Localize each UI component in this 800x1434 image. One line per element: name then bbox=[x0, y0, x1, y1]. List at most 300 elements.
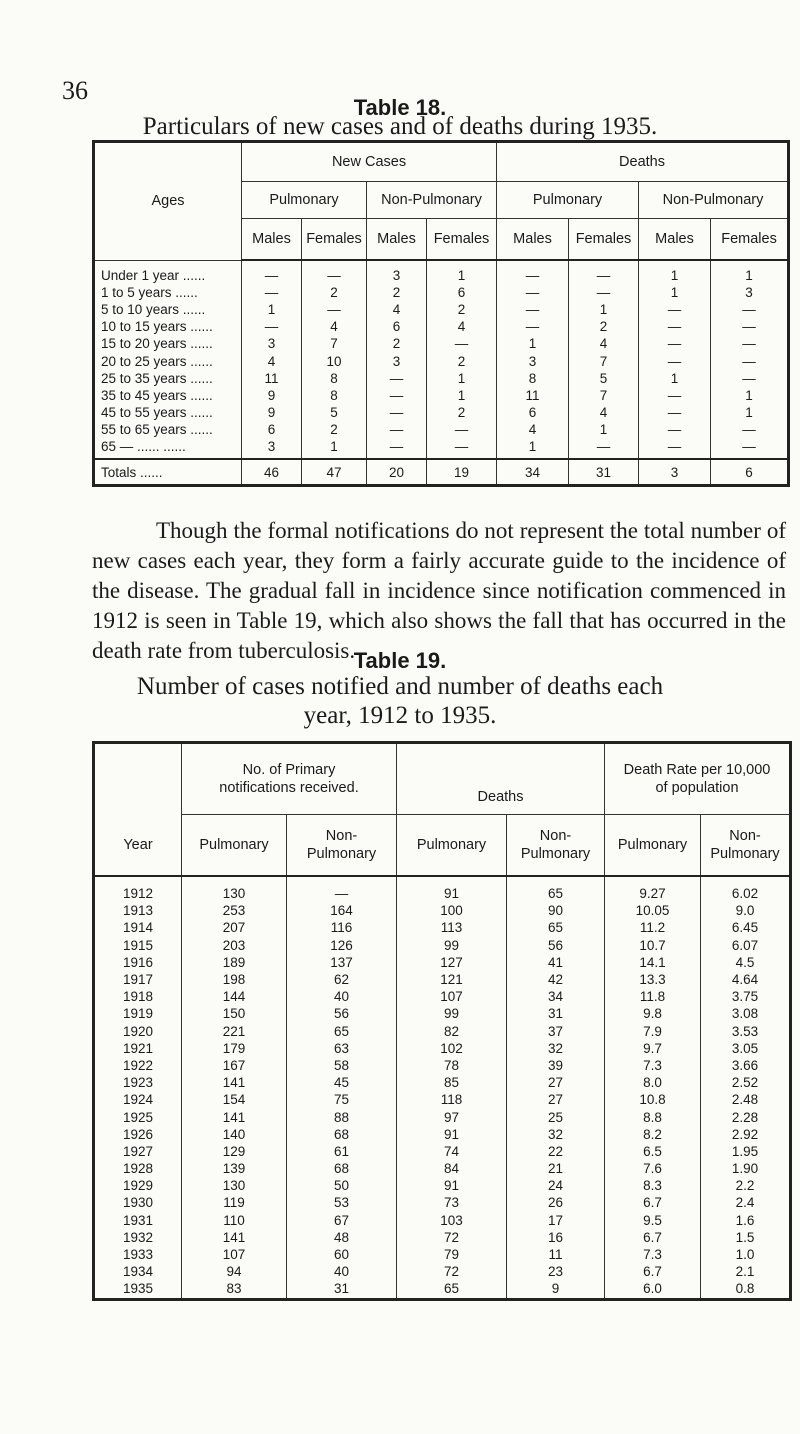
value-cell: 6.7 bbox=[605, 1194, 701, 1211]
value-cell: — bbox=[639, 352, 711, 369]
table-row bbox=[94, 1263, 791, 1280]
value-cell: 6 bbox=[242, 421, 302, 438]
value-cell: 8 bbox=[497, 370, 569, 387]
value-cell: — bbox=[639, 387, 711, 404]
value-cell: — bbox=[639, 301, 711, 318]
value-cell: 2 bbox=[569, 318, 639, 335]
value-cell: 150 bbox=[182, 1005, 287, 1022]
value-cell: — bbox=[427, 335, 497, 352]
value-cell: 6 bbox=[497, 404, 569, 421]
year-cell: 1916 bbox=[94, 954, 182, 971]
value-cell: 90 bbox=[507, 902, 605, 919]
header-non: Non- bbox=[325, 828, 358, 844]
page-number: 36 bbox=[62, 76, 88, 105]
value-cell: 113 bbox=[397, 919, 507, 936]
value-cell: 3 bbox=[711, 284, 789, 301]
value-cell: 79 bbox=[397, 1246, 507, 1263]
header-males: Males bbox=[639, 219, 711, 261]
value-cell: 94 bbox=[182, 1263, 287, 1280]
header-death-rate bbox=[605, 743, 791, 815]
body-paragraph: Though the formal notifications do not represent the total number of new cases each year, they form a fairly accurate guide to the incidence of the disease. The gradual fall in incidence since notification commenced in 1912 is seen in Table 19, which also shows the fall that has occurred in the death rate from tuberculosis. bbox=[92, 518, 786, 663]
total-cell: 47 bbox=[302, 459, 367, 486]
header-non-pulmonary bbox=[507, 815, 605, 877]
value-cell: 11 bbox=[242, 370, 302, 387]
year-cell: 1933 bbox=[94, 1246, 182, 1263]
value-cell: 2.52 bbox=[701, 1074, 791, 1091]
value-cell: 1 bbox=[242, 301, 302, 318]
total-cell: 3 bbox=[639, 459, 711, 486]
value-cell: — bbox=[287, 876, 397, 902]
value-cell: 8 bbox=[302, 387, 367, 404]
value-cell: 164 bbox=[287, 902, 397, 919]
value-cell: 1 bbox=[711, 404, 789, 421]
value-cell: 107 bbox=[397, 988, 507, 1005]
value-cell: 56 bbox=[287, 1005, 397, 1022]
table-row bbox=[94, 1108, 791, 1125]
header-ages: Ages bbox=[94, 142, 242, 261]
age-group-cell: 5 to 10 years ...... bbox=[94, 301, 242, 318]
value-cell: 7.6 bbox=[605, 1160, 701, 1177]
year-cell: 1930 bbox=[94, 1194, 182, 1211]
age-group-cell: 20 to 25 years ...... bbox=[94, 352, 242, 369]
year-cell: 1929 bbox=[94, 1177, 182, 1194]
year-cell: 1927 bbox=[94, 1143, 182, 1160]
value-cell: 68 bbox=[287, 1160, 397, 1177]
table-row bbox=[94, 937, 791, 954]
value-cell: 10.05 bbox=[605, 902, 701, 919]
value-cell: 10.8 bbox=[605, 1091, 701, 1108]
value-cell: 5 bbox=[302, 404, 367, 421]
value-cell: 99 bbox=[397, 1005, 507, 1022]
value-cell: — bbox=[497, 284, 569, 301]
value-cell: 144 bbox=[182, 988, 287, 1005]
totals-row bbox=[94, 459, 789, 486]
value-cell: — bbox=[242, 284, 302, 301]
value-cell: 68 bbox=[287, 1126, 397, 1143]
value-cell: 82 bbox=[397, 1023, 507, 1040]
value-cell: 13.3 bbox=[605, 971, 701, 988]
value-cell: 141 bbox=[182, 1108, 287, 1125]
value-cell: 78 bbox=[397, 1057, 507, 1074]
header-non: Non- bbox=[729, 828, 761, 844]
value-cell: 3.08 bbox=[701, 1005, 791, 1022]
value-cell: 118 bbox=[397, 1091, 507, 1108]
value-cell: 56 bbox=[507, 937, 605, 954]
table-row bbox=[94, 438, 789, 459]
value-cell: 72 bbox=[397, 1229, 507, 1246]
header-females: Females bbox=[711, 219, 789, 261]
value-cell: 9.27 bbox=[605, 876, 701, 902]
value-cell: 6.45 bbox=[701, 919, 791, 936]
total-cell: 19 bbox=[427, 459, 497, 486]
value-cell: — bbox=[711, 421, 789, 438]
table-row bbox=[94, 1229, 791, 1246]
table-row bbox=[94, 1091, 791, 1108]
value-cell: — bbox=[711, 370, 789, 387]
value-cell: 103 bbox=[397, 1212, 507, 1229]
value-cell: 17 bbox=[507, 1212, 605, 1229]
table-row bbox=[94, 1177, 791, 1194]
value-cell: — bbox=[242, 318, 302, 335]
value-cell: 7.9 bbox=[605, 1023, 701, 1040]
table-19 bbox=[92, 741, 792, 1301]
table-18-caption: Particulars of new cases and of deaths during 1935. bbox=[142, 113, 658, 140]
value-cell: 189 bbox=[182, 954, 287, 971]
value-cell: 72 bbox=[397, 1263, 507, 1280]
value-cell: 11 bbox=[507, 1246, 605, 1263]
year-cell: 1925 bbox=[94, 1108, 182, 1125]
year-cell: 1922 bbox=[94, 1057, 182, 1074]
value-cell: 141 bbox=[182, 1074, 287, 1091]
value-cell: 8.3 bbox=[605, 1177, 701, 1194]
value-cell: 116 bbox=[287, 919, 397, 936]
value-cell: 1 bbox=[711, 260, 789, 284]
value-cell: 84 bbox=[397, 1160, 507, 1177]
table-row bbox=[94, 1194, 791, 1211]
age-group-cell: 15 to 20 years ...... bbox=[94, 335, 242, 352]
value-cell: 4 bbox=[569, 335, 639, 352]
table-row bbox=[94, 370, 789, 387]
value-cell: 97 bbox=[397, 1108, 507, 1125]
value-cell: 2 bbox=[427, 352, 497, 369]
value-cell: 41 bbox=[507, 954, 605, 971]
value-cell: 130 bbox=[182, 876, 287, 902]
value-cell: 126 bbox=[287, 937, 397, 954]
value-cell: 27 bbox=[507, 1091, 605, 1108]
value-cell: 1 bbox=[302, 438, 367, 459]
value-cell: 14.1 bbox=[605, 954, 701, 971]
header-year: Year bbox=[94, 815, 182, 877]
value-cell: 4 bbox=[242, 352, 302, 369]
value-cell: 21 bbox=[507, 1160, 605, 1177]
value-cell: — bbox=[367, 438, 427, 459]
value-cell: 4.5 bbox=[701, 954, 791, 971]
value-cell: 121 bbox=[397, 971, 507, 988]
value-cell: 6.02 bbox=[701, 876, 791, 902]
value-cell: 11.8 bbox=[605, 988, 701, 1005]
table-row bbox=[94, 387, 789, 404]
table-row bbox=[94, 919, 791, 936]
header-pulmonary-word: Pulmonary bbox=[710, 846, 780, 862]
table-row bbox=[94, 1143, 791, 1160]
value-cell: 6.5 bbox=[605, 1143, 701, 1160]
header-females: Females bbox=[302, 219, 367, 261]
header-pulmonary-word: Pulmonary bbox=[306, 846, 377, 862]
value-cell: 1.90 bbox=[701, 1160, 791, 1177]
header-pulmonary: Pulmonary bbox=[605, 815, 701, 877]
total-cell: 6 bbox=[711, 459, 789, 486]
value-cell: 3 bbox=[497, 352, 569, 369]
table-row bbox=[94, 260, 789, 284]
value-cell: 2.48 bbox=[701, 1091, 791, 1108]
value-cell: — bbox=[497, 260, 569, 284]
table-row bbox=[94, 1005, 791, 1022]
value-cell: 1 bbox=[497, 438, 569, 459]
header-deaths-pulmonary: Pulmonary bbox=[497, 182, 639, 219]
value-cell: 110 bbox=[182, 1212, 287, 1229]
age-group-cell: 35 to 45 years ...... bbox=[94, 387, 242, 404]
value-cell: 1 bbox=[711, 387, 789, 404]
table-row bbox=[94, 902, 791, 919]
value-cell: 9 bbox=[507, 1280, 605, 1299]
value-cell: 1 bbox=[497, 335, 569, 352]
value-cell: 107 bbox=[182, 1246, 287, 1263]
year-cell: 1921 bbox=[94, 1040, 182, 1057]
value-cell: 4.64 bbox=[701, 971, 791, 988]
value-cell: 3 bbox=[242, 438, 302, 459]
value-cell: 1 bbox=[427, 370, 497, 387]
table-row bbox=[94, 404, 789, 421]
table-row bbox=[94, 1023, 791, 1040]
value-cell: 129 bbox=[182, 1143, 287, 1160]
value-cell: 60 bbox=[287, 1246, 397, 1263]
value-cell: 11 bbox=[497, 387, 569, 404]
value-cell: 3 bbox=[242, 335, 302, 352]
value-cell: — bbox=[427, 421, 497, 438]
value-cell: 1 bbox=[427, 260, 497, 284]
value-cell: 3.05 bbox=[701, 1040, 791, 1057]
value-cell: 27 bbox=[507, 1074, 605, 1091]
table-row bbox=[94, 318, 789, 335]
value-cell: 3.75 bbox=[701, 988, 791, 1005]
value-cell: 85 bbox=[397, 1074, 507, 1091]
table-row bbox=[94, 1074, 791, 1091]
value-cell: 91 bbox=[397, 1126, 507, 1143]
value-cell: 2 bbox=[302, 284, 367, 301]
value-cell: 40 bbox=[287, 988, 397, 1005]
age-group-cell: 65 — ...... ...... bbox=[94, 438, 242, 459]
header-non: Non- bbox=[539, 828, 572, 844]
year-cell: 1923 bbox=[94, 1074, 182, 1091]
value-cell: 42 bbox=[507, 971, 605, 988]
value-cell: 207 bbox=[182, 919, 287, 936]
header-non-pulmonary bbox=[701, 815, 791, 877]
table-19-title: Table 19. bbox=[353, 648, 447, 673]
value-cell: 3 bbox=[367, 352, 427, 369]
value-cell: 4 bbox=[569, 404, 639, 421]
value-cell: 1 bbox=[639, 370, 711, 387]
value-cell: — bbox=[639, 421, 711, 438]
value-cell: 3 bbox=[367, 260, 427, 284]
table-row bbox=[94, 301, 789, 318]
value-cell: 48 bbox=[287, 1229, 397, 1246]
value-cell: 23 bbox=[507, 1263, 605, 1280]
header-new-cases: New Cases bbox=[242, 142, 497, 182]
table-18-body bbox=[94, 260, 789, 459]
value-cell: 7.3 bbox=[605, 1057, 701, 1074]
value-cell: 1 bbox=[639, 284, 711, 301]
total-cell: 34 bbox=[497, 459, 569, 486]
value-cell: 6.7 bbox=[605, 1229, 701, 1246]
value-cell: 10.7 bbox=[605, 937, 701, 954]
year-cell: 1914 bbox=[94, 919, 182, 936]
value-cell: 2 bbox=[427, 301, 497, 318]
value-cell: 137 bbox=[287, 954, 397, 971]
header-males: Males bbox=[242, 219, 302, 261]
value-cell: — bbox=[497, 318, 569, 335]
value-cell: 6 bbox=[367, 318, 427, 335]
value-cell: 61 bbox=[287, 1143, 397, 1160]
header-males: Males bbox=[497, 219, 569, 261]
table-row bbox=[94, 1057, 791, 1074]
value-cell: 9.5 bbox=[605, 1212, 701, 1229]
value-cell: 88 bbox=[287, 1108, 397, 1125]
year-cell: 1931 bbox=[94, 1212, 182, 1229]
header-deaths: Deaths bbox=[397, 743, 605, 815]
value-cell: — bbox=[711, 301, 789, 318]
value-cell: 22 bbox=[507, 1143, 605, 1160]
value-cell: 2 bbox=[367, 335, 427, 352]
value-cell: 32 bbox=[507, 1126, 605, 1143]
value-cell: — bbox=[302, 260, 367, 284]
table-row bbox=[94, 876, 791, 902]
value-cell: 198 bbox=[182, 971, 287, 988]
value-cell: 2.4 bbox=[701, 1194, 791, 1211]
value-cell: 91 bbox=[397, 876, 507, 902]
table-row bbox=[94, 421, 789, 438]
value-cell: 2 bbox=[302, 421, 367, 438]
value-cell: — bbox=[639, 335, 711, 352]
value-cell: 6 bbox=[427, 284, 497, 301]
value-cell: 119 bbox=[182, 1194, 287, 1211]
value-cell: 31 bbox=[507, 1005, 605, 1022]
table-row bbox=[94, 988, 791, 1005]
age-group-cell: 10 to 15 years ...... bbox=[94, 318, 242, 335]
value-cell: — bbox=[367, 387, 427, 404]
value-cell: 5 bbox=[569, 370, 639, 387]
value-cell: — bbox=[711, 318, 789, 335]
year-cell: 1924 bbox=[94, 1091, 182, 1108]
year-cell: 1935 bbox=[94, 1280, 182, 1299]
value-cell: — bbox=[367, 370, 427, 387]
value-cell: 9.7 bbox=[605, 1040, 701, 1057]
value-cell: 7 bbox=[569, 387, 639, 404]
value-cell: 141 bbox=[182, 1229, 287, 1246]
table-row bbox=[94, 1160, 791, 1177]
header-new-non-pulmonary: Non-Pulmonary bbox=[367, 182, 497, 219]
year-cell: 1926 bbox=[94, 1126, 182, 1143]
value-cell: 9 bbox=[242, 404, 302, 421]
header-deaths: Deaths bbox=[497, 142, 789, 182]
header-males: Males bbox=[367, 219, 427, 261]
value-cell: 24 bbox=[507, 1177, 605, 1194]
value-cell: 9 bbox=[242, 387, 302, 404]
table-row bbox=[94, 1126, 791, 1143]
table-row bbox=[94, 335, 789, 352]
value-cell: — bbox=[639, 438, 711, 459]
header-pulmonary: Pulmonary bbox=[182, 815, 287, 877]
value-cell: 9.0 bbox=[701, 902, 791, 919]
header-females: Females bbox=[427, 219, 497, 261]
year-cell: 1912 bbox=[94, 876, 182, 902]
header-notifications-line2: notifications received. bbox=[219, 780, 359, 796]
value-cell: 75 bbox=[287, 1091, 397, 1108]
value-cell: 34 bbox=[507, 988, 605, 1005]
year-cell: 1920 bbox=[94, 1023, 182, 1040]
header-rate-line2: of population bbox=[655, 780, 739, 796]
value-cell: 179 bbox=[182, 1040, 287, 1057]
value-cell: 253 bbox=[182, 902, 287, 919]
value-cell: 6.07 bbox=[701, 937, 791, 954]
header-non-pulmonary bbox=[287, 815, 397, 877]
value-cell: 130 bbox=[182, 1177, 287, 1194]
header-notifications-line1: No. of Primary bbox=[242, 762, 336, 778]
value-cell: 127 bbox=[397, 954, 507, 971]
value-cell: 7 bbox=[302, 335, 367, 352]
value-cell: 45 bbox=[287, 1074, 397, 1091]
value-cell: 221 bbox=[182, 1023, 287, 1040]
value-cell: 1.6 bbox=[701, 1212, 791, 1229]
value-cell: 37 bbox=[507, 1023, 605, 1040]
value-cell: 154 bbox=[182, 1091, 287, 1108]
age-group-cell: 25 to 35 years ...... bbox=[94, 370, 242, 387]
table-row bbox=[94, 284, 789, 301]
value-cell: 11.2 bbox=[605, 919, 701, 936]
header-blank bbox=[94, 743, 182, 815]
total-cell: 31 bbox=[569, 459, 639, 486]
value-cell: 67 bbox=[287, 1212, 397, 1229]
value-cell: 4 bbox=[427, 318, 497, 335]
value-cell: 63 bbox=[287, 1040, 397, 1057]
year-cell: 1918 bbox=[94, 988, 182, 1005]
total-cell: 46 bbox=[242, 459, 302, 486]
value-cell: — bbox=[569, 260, 639, 284]
value-cell: 2.2 bbox=[701, 1177, 791, 1194]
value-cell: — bbox=[639, 404, 711, 421]
value-cell: 6.7 bbox=[605, 1263, 701, 1280]
year-cell: 1915 bbox=[94, 937, 182, 954]
value-cell: 40 bbox=[287, 1263, 397, 1280]
value-cell: 16 bbox=[507, 1229, 605, 1246]
value-cell: 58 bbox=[287, 1057, 397, 1074]
value-cell: 10 bbox=[302, 352, 367, 369]
value-cell: 50 bbox=[287, 1177, 397, 1194]
header-notifications bbox=[182, 743, 397, 815]
header-rate-line1: Death Rate per 10,000 bbox=[623, 762, 771, 778]
value-cell: 139 bbox=[182, 1160, 287, 1177]
value-cell: 6.0 bbox=[605, 1280, 701, 1299]
age-group-cell: 55 to 65 years ...... bbox=[94, 421, 242, 438]
table-19-body bbox=[94, 876, 791, 1299]
header-deaths-non-pulmonary: Non-Pulmonary bbox=[639, 182, 789, 219]
header-new-pulmonary: Pulmonary bbox=[242, 182, 367, 219]
year-cell: 1913 bbox=[94, 902, 182, 919]
value-cell: — bbox=[302, 301, 367, 318]
value-cell: 8 bbox=[302, 370, 367, 387]
value-cell: 65 bbox=[507, 876, 605, 902]
table-19-caption-line1: Number of cases notified and number of deaths each bbox=[136, 673, 664, 700]
table-18 bbox=[92, 140, 790, 487]
value-cell: 2 bbox=[367, 284, 427, 301]
value-cell: — bbox=[569, 438, 639, 459]
value-cell: 1 bbox=[639, 260, 711, 284]
value-cell: — bbox=[427, 438, 497, 459]
header-females: Females bbox=[569, 219, 639, 261]
table-row bbox=[94, 1280, 791, 1299]
value-cell: — bbox=[569, 284, 639, 301]
value-cell: 83 bbox=[182, 1280, 287, 1299]
value-cell: 74 bbox=[397, 1143, 507, 1160]
table-18-title: Table 18. bbox=[353, 95, 447, 120]
value-cell: — bbox=[497, 301, 569, 318]
value-cell: — bbox=[711, 352, 789, 369]
table-row bbox=[94, 1212, 791, 1229]
value-cell: — bbox=[242, 260, 302, 284]
value-cell: 91 bbox=[397, 1177, 507, 1194]
year-cell: 1934 bbox=[94, 1263, 182, 1280]
value-cell: 31 bbox=[287, 1280, 397, 1299]
year-cell: 1932 bbox=[94, 1229, 182, 1246]
